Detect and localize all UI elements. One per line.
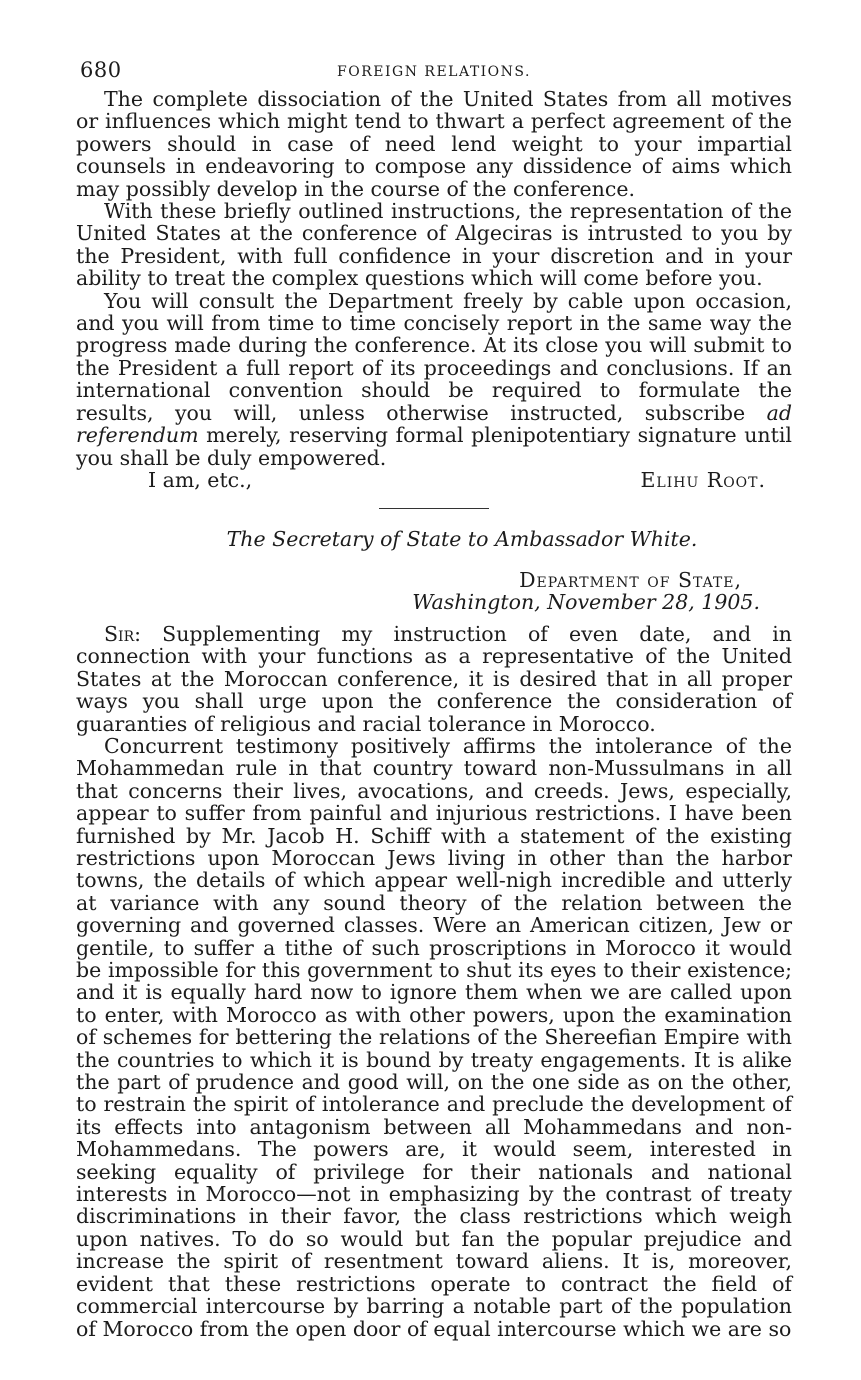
signature: Elihu Root. — [640, 467, 766, 492]
paragraph-instructions: With these briefly outlined instructions, the representation of the United States at the conference of Algeciras is intrusted to you by the President, with full confidence in your discretion and in your ability to treat the complex questions which will come before you. — [76, 199, 792, 291]
supplementing-text: Supplementing my instruction of even date, and in connection with your functions as a representative of the United States at the Moroccan conference, it is desired that in all proper ways you shall urge upon the conference the consideration of guaranties of religious and racial tolerance in Morocco. — [76, 621, 792, 736]
paragraph-testimony: Concurrent testimony positively affirms the intolerance of the Mohammedan rule in that country toward non-Mussulmans in all that concerns their lives, avocations, and creeds. Jews, especially, appear to suffer from painful and injurious restrictions. I have been furnished by Mr. Jacob H. Schiff with a statement of the existing restrictions upon Moroccan Jews living in other than the harbor towns, the details of which appear well-nigh incredible and utterly at variance with any sound theory of the relation between the governing and governed classes. Were an American citizen, Jew or gentile, to suffer a tithe of such proscriptions in Morocco it would be impossible for this government to shut its eyes to their existence; and it is equally hard now to ignore them when we are called upon to enter, with Morocco as with other powers, upon the examination of schemes for bettering the relations of the Shereefian Empire with the countries to which it is bound by treaty engagements. It is alike the part of prudence and good will, on the one side as on the other, to restrain the spirit of intolerance and preclude the development of its effects into antagonism between all Mohammedans and non-Mohammedans. The powers are, it would seem, interested in seeking equality of privilege for their nationals and national interests in Morocco—not in emphasizing by the contrast of treaty discriminations in their favor, the class restrictions which weigh upon natives. To do so would but fan the popular prejudice and increase the spirit of resentment toward aliens. It is, moreover, evident that these restrictions operate to contract the field of commercial intercourse by barring a notable part of the population of Morocco from the open door of equal intercourse which we are so — [76, 733, 792, 1341]
paragraph-consult — [76, 290, 792, 469]
closing-phrase: I am, etc., — [148, 467, 253, 492]
consult-text-end: merely, reserving formal plenipotentiary signature until you shall be duly empowered. — [76, 423, 792, 470]
department-name: Department of State, — [519, 567, 742, 592]
consult-text-start: You will consult the Department freely by cable upon occasion, and you will from time to time concisely report in the same way the progress made during the conference. At its close you will submit to the President a full report of its proceedings and conclusions. If an international convention should be required to formulate the results, you will, unless otherwise instructed, subscribe — [76, 288, 792, 425]
document-title: The Secretary of State to Ambassador White. — [226, 526, 698, 551]
letter-closing — [76, 469, 792, 493]
paragraph-supplementing — [76, 623, 792, 735]
place-and-date: Washington, November 28, 1905. — [412, 589, 760, 614]
dateline — [76, 569, 792, 613]
running-head: FOREIGN RELATIONS. — [337, 64, 531, 80]
section-divider — [379, 508, 489, 509]
page-header — [76, 52, 792, 88]
paragraph-dissociation: The complete dissociation of the United States from all motives or influences which might tend to thwart a perfect agreement of the powers should in case of need lend weight to your impartial counsels in endeavoring to compose any dissidence of aims which may possibly develop in the course of the conference. — [76, 87, 792, 201]
ad-referendum-phrase: ad referendum — [76, 400, 792, 448]
page-number: 680 — [80, 58, 122, 82]
document-page — [76, 52, 792, 1340]
salutation: Sir: — [104, 621, 142, 646]
